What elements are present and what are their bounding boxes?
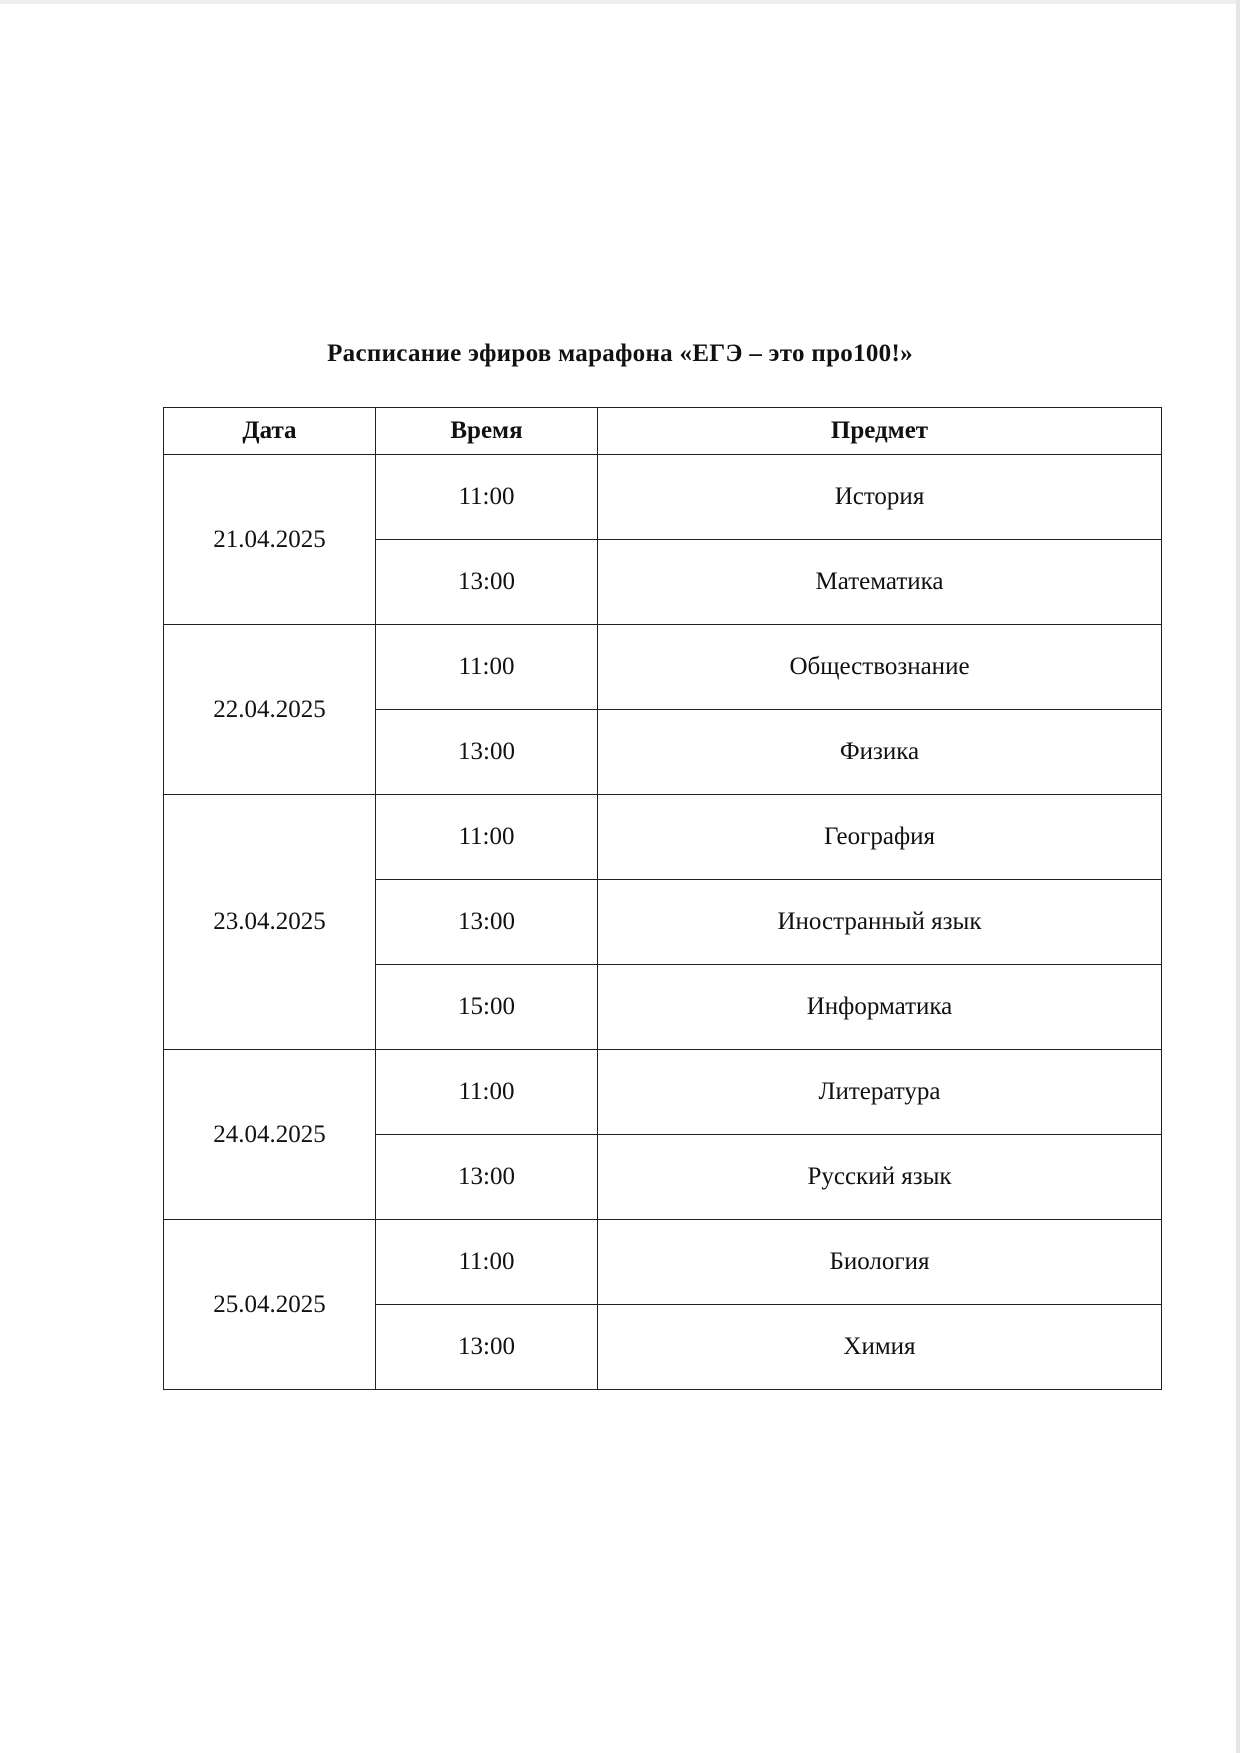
table-row xyxy=(164,455,1162,540)
date-cell: 24.04.2025 xyxy=(164,1050,376,1220)
subject-cell: История xyxy=(598,455,1162,540)
header-time: Время xyxy=(376,408,598,455)
header-row xyxy=(164,408,1162,455)
time-cell: 13:00 xyxy=(376,1135,598,1220)
subject-cell: Иностранный язык xyxy=(598,880,1162,965)
header-subject: Предмет xyxy=(598,408,1162,455)
subject-cell: География xyxy=(598,795,1162,880)
date-cell: 23.04.2025 xyxy=(164,795,376,1050)
time-cell: 15:00 xyxy=(376,965,598,1050)
schedule-table-header xyxy=(164,408,1162,455)
subject-cell: Химия xyxy=(598,1305,1162,1390)
time-cell: 11:00 xyxy=(376,455,598,540)
time-cell: 11:00 xyxy=(376,795,598,880)
time-cell: 11:00 xyxy=(376,625,598,710)
date-cell: 21.04.2025 xyxy=(164,455,376,625)
time-cell: 11:00 xyxy=(376,1220,598,1305)
subject-cell: Физика xyxy=(598,710,1162,795)
time-cell: 11:00 xyxy=(376,1050,598,1135)
schedule-table xyxy=(163,407,1162,1390)
schedule-table-body xyxy=(164,455,1162,1390)
subject-cell: Информатика xyxy=(598,965,1162,1050)
page-edge-top xyxy=(0,0,1240,4)
time-cell: 13:00 xyxy=(376,540,598,625)
date-cell: 25.04.2025 xyxy=(164,1220,376,1390)
table-row xyxy=(164,1050,1162,1135)
subject-cell: Обществознание xyxy=(598,625,1162,710)
table-row xyxy=(164,1220,1162,1305)
time-cell: 13:00 xyxy=(376,880,598,965)
page-edge-right xyxy=(1236,0,1240,1753)
table-row xyxy=(164,625,1162,710)
subject-cell: Математика xyxy=(598,540,1162,625)
time-cell: 13:00 xyxy=(376,1305,598,1390)
subject-cell: Русский язык xyxy=(598,1135,1162,1220)
subject-cell: Литература xyxy=(598,1050,1162,1135)
date-cell: 22.04.2025 xyxy=(164,625,376,795)
document-title: Расписание эфиров марафона «ЕГЭ – это про100!» xyxy=(327,340,913,367)
time-cell: 13:00 xyxy=(376,710,598,795)
subject-cell: Биология xyxy=(598,1220,1162,1305)
header-date: Дата xyxy=(164,408,376,455)
table-row xyxy=(164,795,1162,880)
